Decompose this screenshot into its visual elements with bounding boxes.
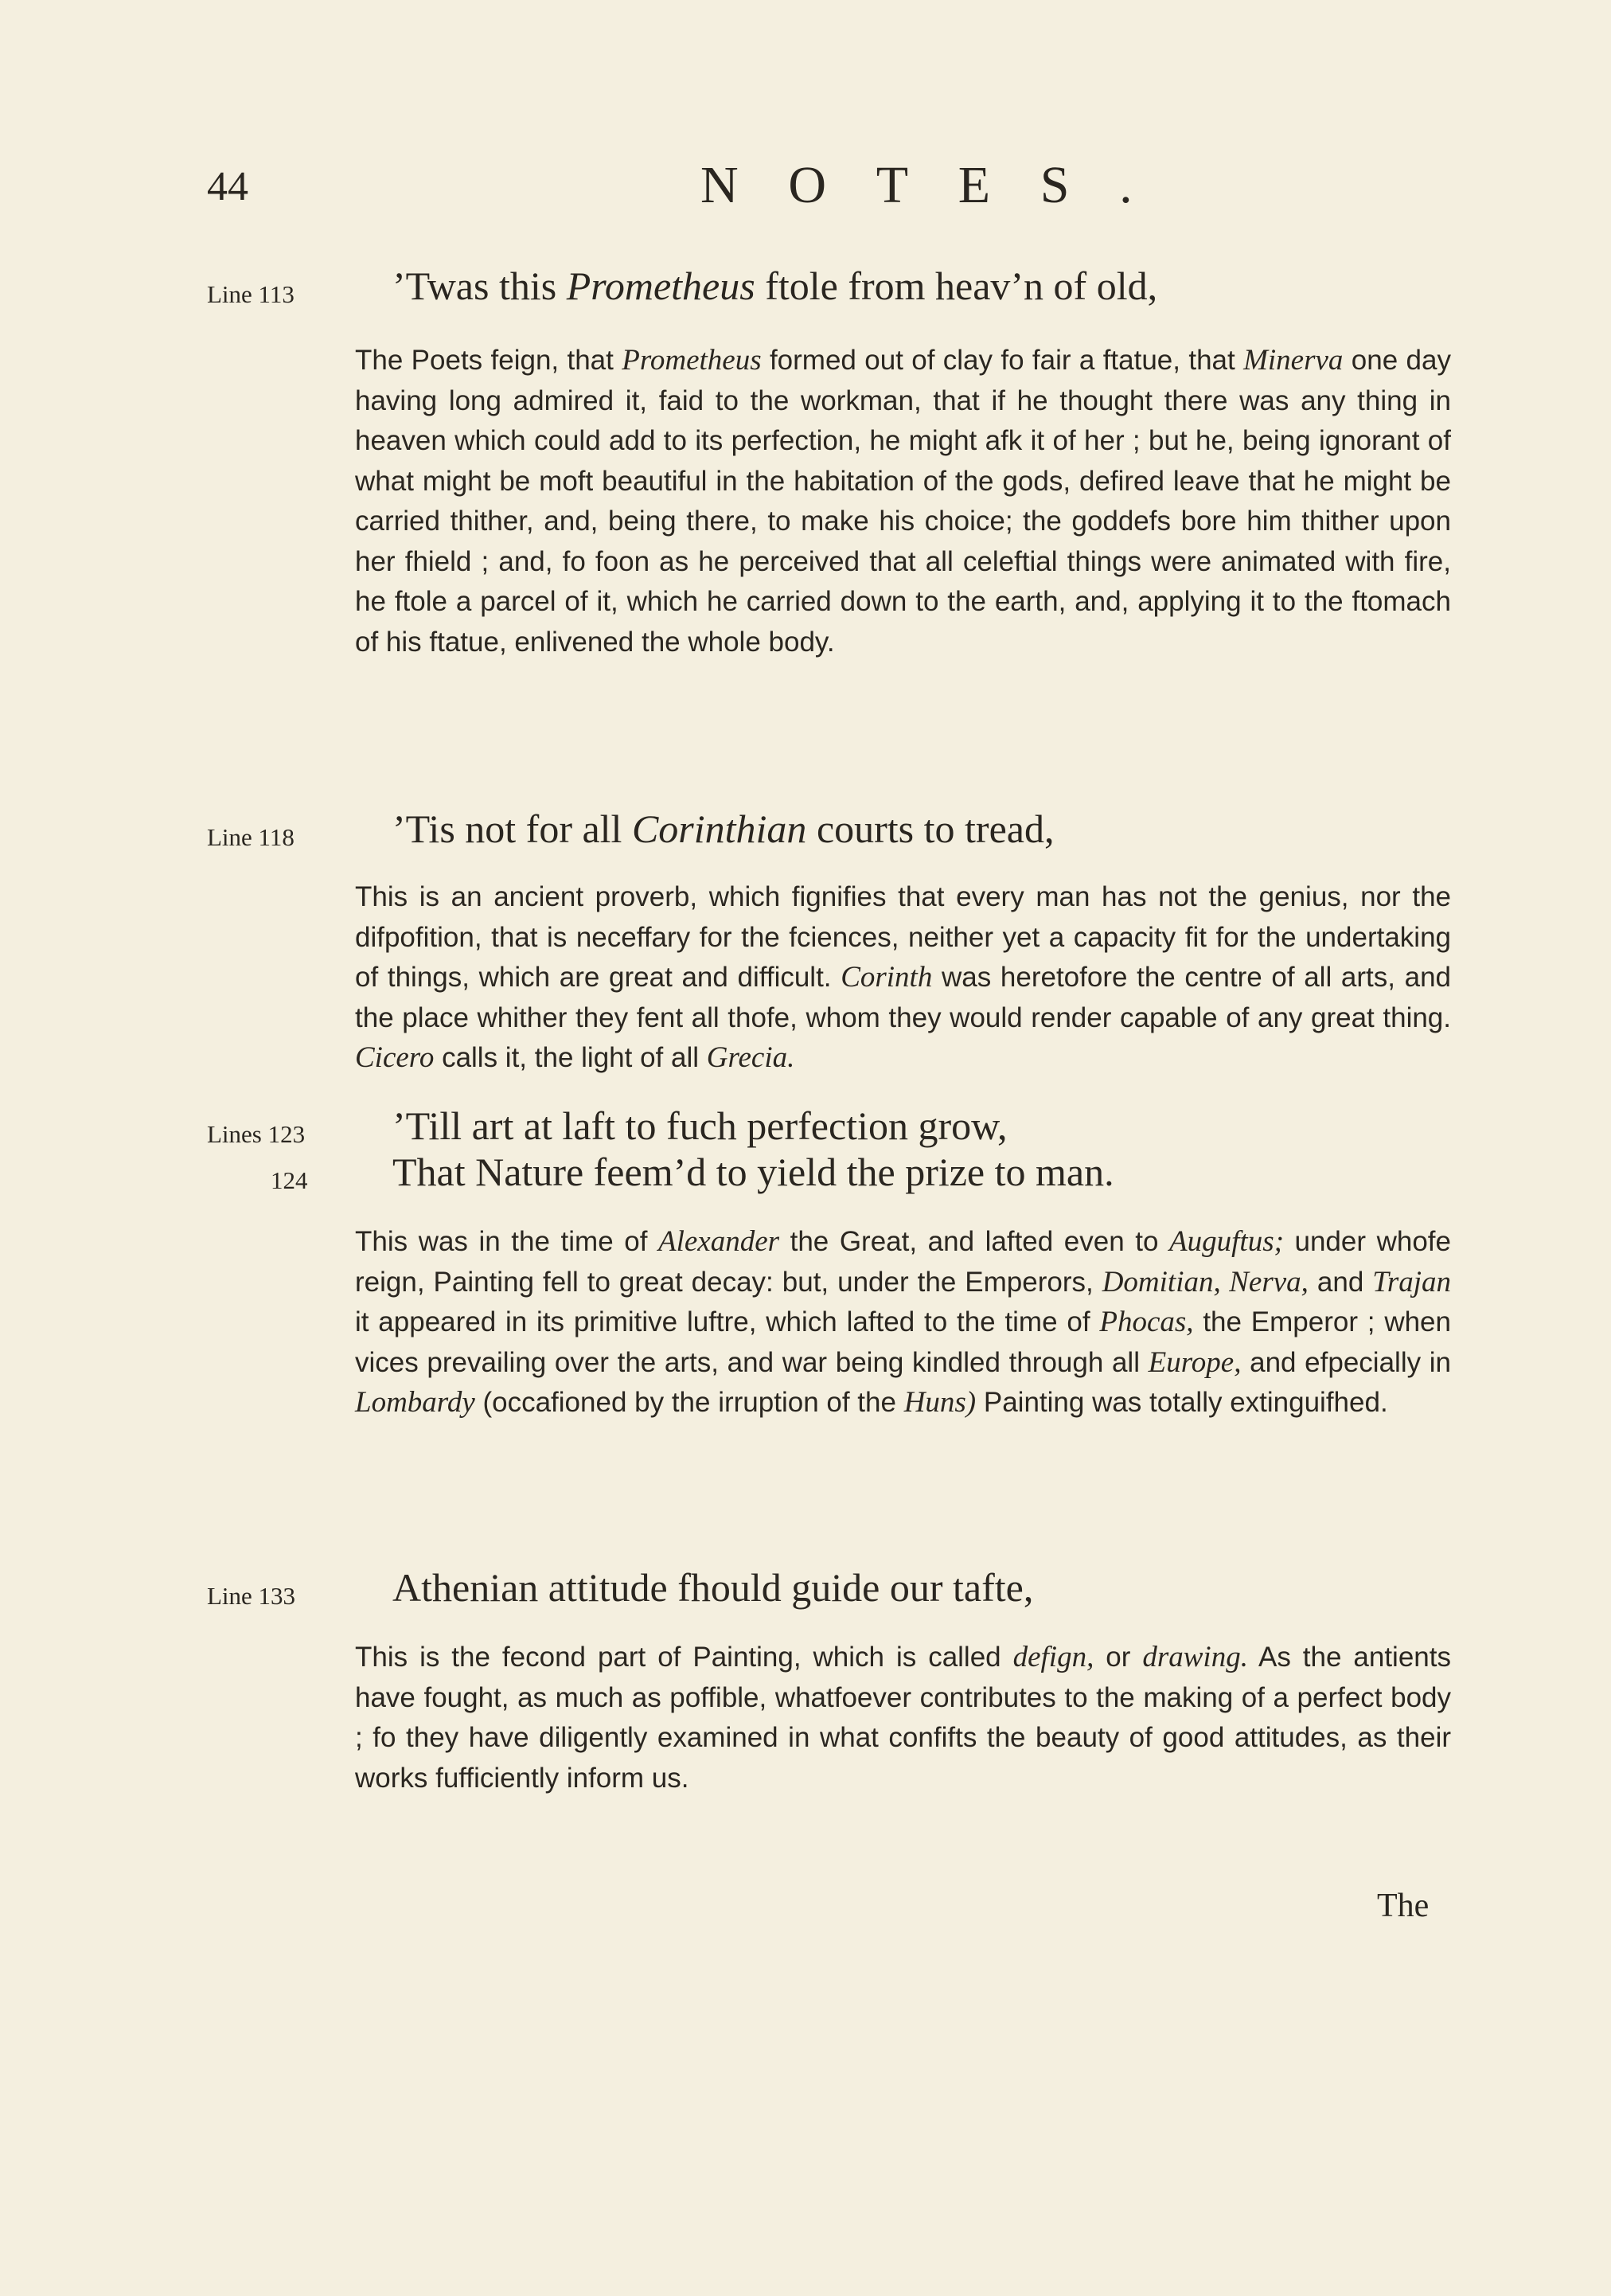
- commentary-paragraph: The Poets feign, that Prometheus formed out of clay fo fair a ftatue, that Minerva one day having long admired it, faid to the workman, that if he thought there was any thing in heaven which could add to its perfection, he might afk it of her ; but he, being ignorant of what might be moft beautiful in the habitation of the gods, defired leave that he might be carried thither, and, being there, to make his choice; the goddefs bore him thither upon her fhield ; and, fo foon as he perceived that all celeftial things were animated with fire, he ftole a parcel of it, which he carried down to the earth, and, applying it to the ftomach of his ftatue, enlivened the whole body.: [355, 344, 1451, 658]
- line-reference: Line 118: [207, 823, 295, 851]
- line-reference: Lines 123: [207, 1120, 306, 1148]
- commentary-paragraph: This is the fecond part of Painting, which is called defign, or drawing. As the antients have fought, as much as poffible, whatfoever contributes to the making of a perfect body ; fo they have diligently examined in what confifts the beauty of good attitudes, as their works fufficiently inform us.: [355, 1641, 1451, 1794]
- catchword: The: [1377, 1888, 1430, 1924]
- commentary-paragraph: This is an ancient proverb, which fignifies that every man has not the genius, nor the difpofition, that is neceffary for the fciences, neither yet a capacity fit for the undertaking of things, which are great and difficult. Corinth was heretofore the centre of all arts, and the place whither they fent all thofe, whom they would render capable of any great thing. Cicero calls it, the light of all Grecia.: [355, 881, 1452, 1074]
- line-reference-secondary: 124: [271, 1166, 308, 1194]
- page-number: 44: [207, 164, 248, 209]
- verse-quotation: That Nature feem’d to yield the prize to man.: [392, 1150, 1114, 1194]
- verse-quotation: Athenian attitude fhould guide our tafte,: [392, 1565, 1034, 1610]
- line-reference: Line 133: [207, 1582, 296, 1610]
- verse-quotation: ’Tis not for all Corinthian courts to tread,: [392, 806, 1055, 851]
- line-reference: Line 113: [207, 280, 295, 308]
- page-title: NOTES.: [700, 156, 1183, 214]
- commentary-paragraph: This was in the time of Alexander the Great, and lafted even to Auguftus; under whofe reign, Painting fell to great decay: but, under the Emperors, Domitian, Nerva, and Trajan it appeared in its primitive luftre, which lafted to the time of Phocas, the Emperor ; when vices prevailing over the arts, and war being kindled through all Europe, and efpecially in Lombardy (occafioned by the irruption of the Huns) Painting was totally extinguifhed.: [355, 1225, 1451, 1419]
- verse-quotation: ’Twas this Prometheus ftole from heav’n of old,: [392, 264, 1158, 308]
- verse-quotation: ’Till art at laft to fuch perfection grow,: [392, 1103, 1008, 1148]
